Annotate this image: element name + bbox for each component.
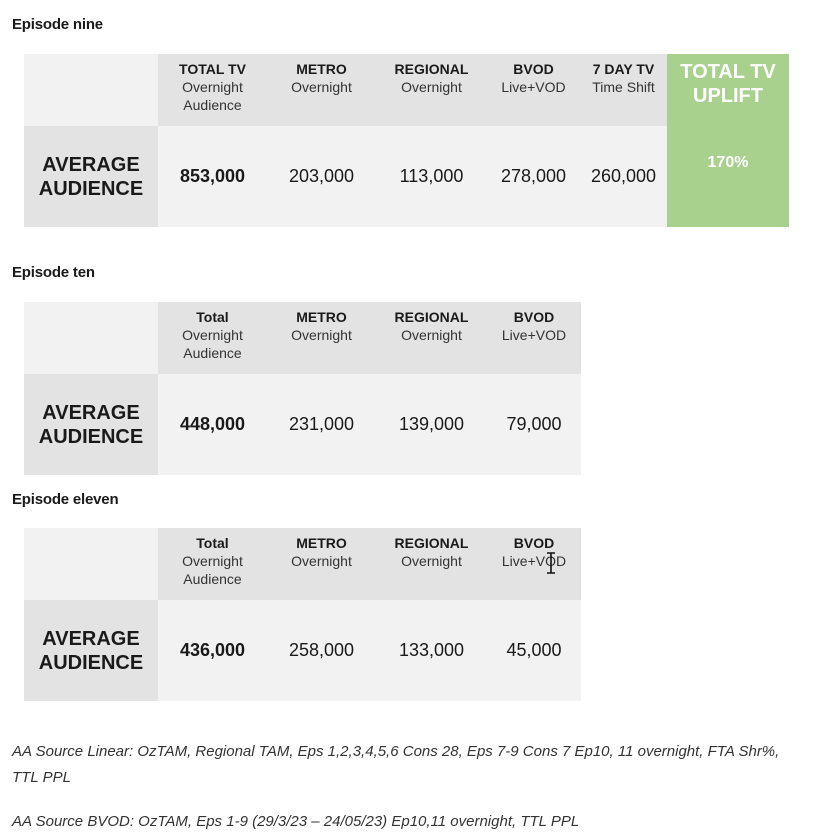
value-regional: 139,000: [376, 374, 487, 475]
value-regional: 133,000: [376, 600, 487, 701]
column-header-regional: [376, 54, 487, 126]
column-header-title: BVOD: [513, 61, 554, 77]
value-metro: 203,000: [267, 126, 376, 227]
column-header-total: [158, 302, 267, 374]
column-header-subtitle: Overnight Audience: [182, 79, 243, 113]
value-total-tv-uplift: 170%: [667, 126, 789, 227]
column-header-title: Total: [196, 309, 229, 325]
column-header-title: REGIONAL: [394, 309, 469, 325]
column-header-metro: [267, 54, 376, 126]
table-header-row: [24, 54, 789, 126]
column-header-total-tv: [158, 54, 267, 126]
value-metro: 258,000: [267, 600, 376, 701]
column-header-title: REGIONAL: [394, 61, 469, 77]
column-header-regional: [376, 302, 487, 374]
row-label-text: AVERAGE AUDIENCE: [38, 153, 144, 200]
column-header-subtitle: Overnight: [401, 327, 462, 343]
value-bvod: 278,000: [487, 126, 580, 227]
table-row: [24, 126, 789, 227]
column-header-subtitle: Overnight: [291, 553, 352, 569]
row-label-average-audience: [24, 126, 158, 227]
column-header-title: Total: [196, 535, 229, 551]
column-header-subtitle: Overnight: [401, 553, 462, 569]
corner-cell: [24, 302, 158, 374]
value-total-tv: 853,000: [158, 126, 267, 227]
table-row: [24, 600, 581, 701]
column-header-title: BVOD: [513, 535, 555, 551]
column-header-subtitle: Overnight: [291, 327, 352, 343]
episode-eleven-title: Episode eleven: [12, 491, 119, 508]
column-header-bvod: [487, 54, 580, 126]
episode-ten-title: Episode ten: [12, 264, 95, 281]
column-header-metro: [267, 302, 376, 374]
value-total: 448,000: [158, 374, 267, 475]
source-bvod-note: AA Source BVOD: OzTAM, Eps 1-9 (29/3/23 – 24/05/23) Ep10,11 overnight, TTL PPL: [12, 813, 580, 830]
row-label-text: AVERAGE AUDIENCE: [38, 627, 144, 674]
episode-nine-table: [24, 54, 789, 227]
value-bvod: 79,000: [487, 374, 581, 475]
table-header-row: [24, 528, 581, 600]
column-header-title: 7 DAY TV: [592, 61, 655, 77]
column-header-subtitle: Overnight: [401, 79, 462, 95]
uplift-header-label: TOTAL TV UPLIFT: [680, 61, 776, 107]
table-row: [24, 374, 581, 475]
column-header-regional: [376, 528, 487, 600]
column-header-title: METRO: [296, 61, 347, 77]
row-label-text: AVERAGE AUDIENCE: [38, 401, 144, 448]
value-total: 436,000: [158, 600, 267, 701]
column-header-subtitle: Overnight Audience: [182, 327, 243, 361]
corner-cell: [24, 54, 158, 126]
column-header-subtitle: Overnight: [291, 79, 352, 95]
column-header-7-day-tv: [580, 54, 667, 126]
table-header-row: [24, 302, 581, 374]
value-7-day-tv: 260,000: [580, 126, 667, 227]
column-header-bvod: [487, 302, 581, 374]
column-header-subtitle: Live+VOD: [501, 553, 567, 569]
total-tv-uplift-header: [667, 54, 789, 126]
value-metro: 231,000: [267, 374, 376, 475]
value-bvod: 45,000: [487, 600, 581, 701]
episode-eleven-table: [24, 528, 581, 701]
text-cursor-icon: [546, 552, 556, 574]
column-header-subtitle: Time Shift: [592, 79, 655, 95]
value-regional: 113,000: [376, 126, 487, 227]
row-label-average-audience: [24, 600, 158, 701]
column-header-subtitle: Live+VOD: [501, 327, 567, 343]
episode-nine-title: Episode nine: [12, 16, 103, 33]
column-header-subtitle: Live+VOD: [501, 79, 566, 95]
column-header-title: METRO: [296, 309, 347, 325]
episode-ten-table: [24, 302, 581, 475]
row-label-average-audience: [24, 374, 158, 475]
column-header-title: TOTAL TV: [179, 61, 246, 77]
column-header-title: REGIONAL: [394, 535, 469, 551]
source-linear-note: AA Source Linear: OzTAM, Regional TAM, Eps 1,2,3,4,5,6 Cons 28, Eps 7-9 Cons 7 Ep10, 11 overnight, FTA Shr%, TTL PPL: [12, 743, 780, 786]
corner-cell: [24, 528, 158, 600]
column-header-metro: [267, 528, 376, 600]
column-header-total: [158, 528, 267, 600]
column-header-title: BVOD: [513, 309, 555, 325]
column-header-bvod: [487, 528, 581, 600]
column-header-title: METRO: [296, 535, 347, 551]
column-header-subtitle: Overnight Audience: [182, 553, 243, 587]
